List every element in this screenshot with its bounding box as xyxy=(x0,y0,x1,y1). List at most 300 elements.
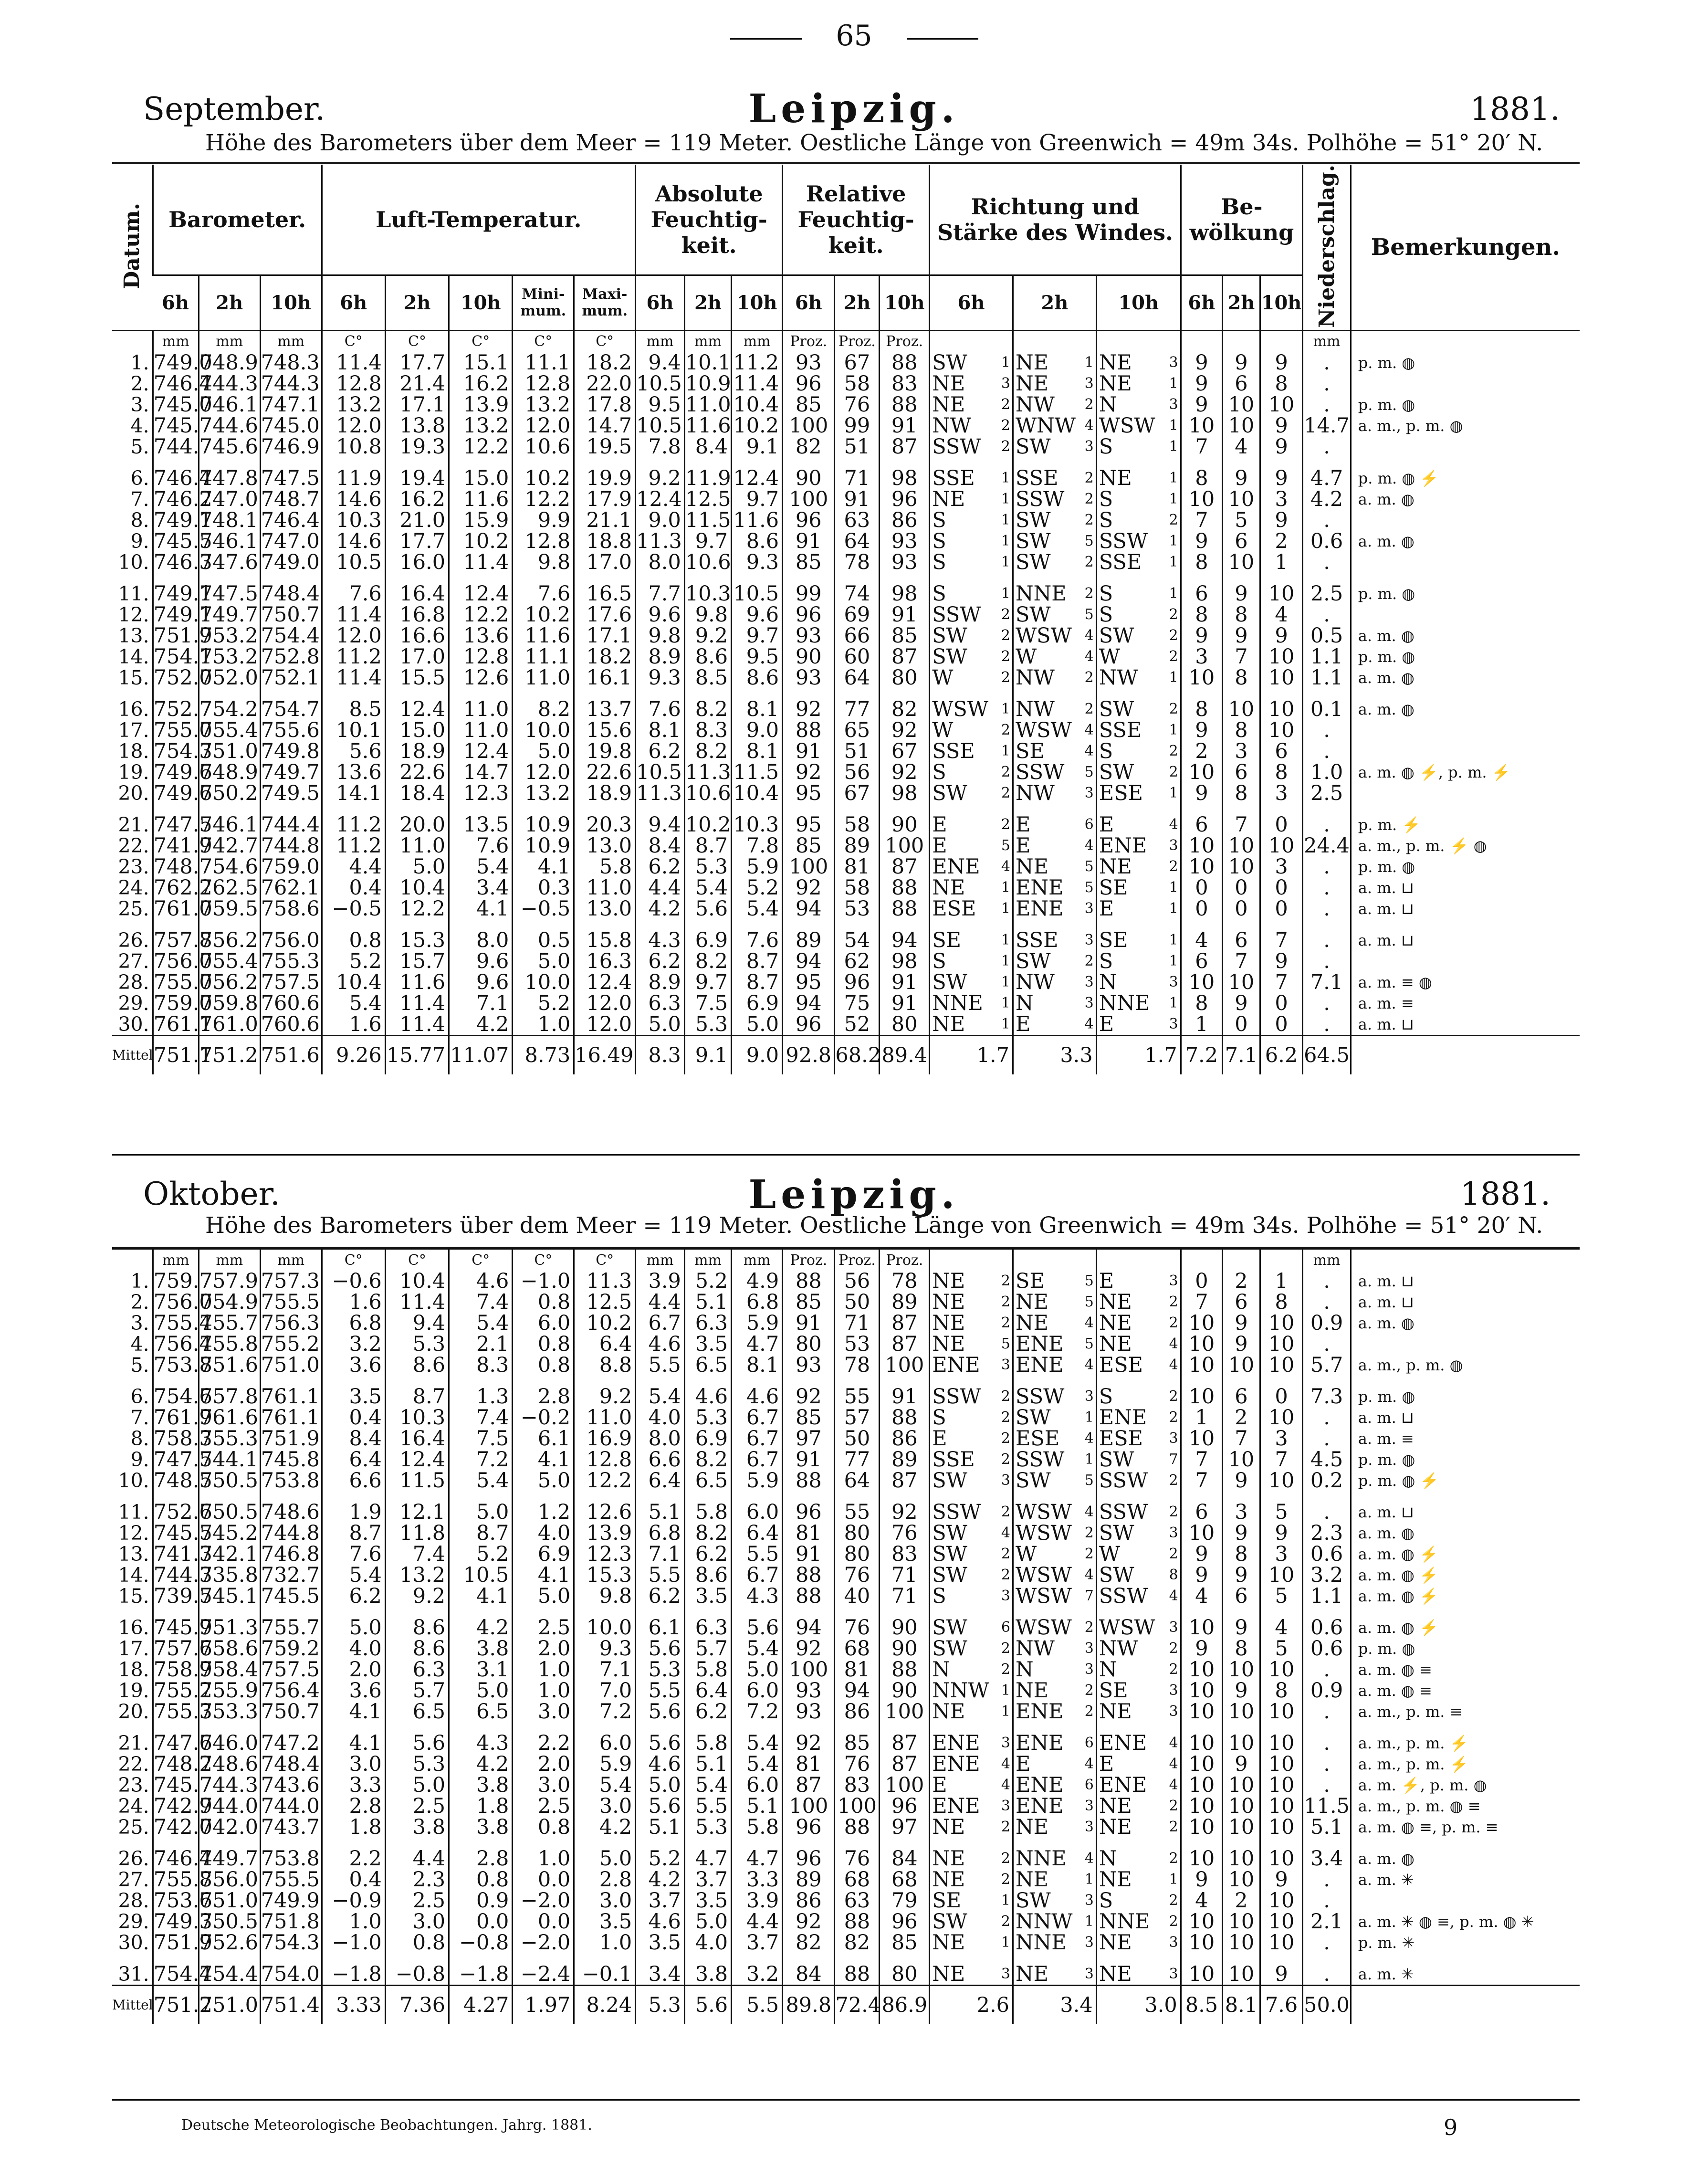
value-cell: 14.7 xyxy=(449,762,513,783)
wind-direction: E xyxy=(1015,833,1031,858)
value-cell: 755.0 xyxy=(153,970,212,994)
value-cell: 748.2 xyxy=(153,1752,212,1776)
value-cell: 8.8 xyxy=(574,1355,636,1376)
value-cell: 100 xyxy=(880,1355,930,1376)
wind-cell xyxy=(1013,415,1096,436)
value-cell: 86 xyxy=(783,1890,835,1911)
wind-strength: 3 xyxy=(1001,1735,1011,1751)
wind-direction: SW xyxy=(1015,550,1051,574)
remark-cell: a. m. ◍ xyxy=(1351,699,1580,720)
value-cell: 749.7 xyxy=(199,604,260,625)
value-cell: 13.6 xyxy=(449,625,513,646)
table-row xyxy=(112,1407,1580,1428)
value-cell: 744.8 xyxy=(260,1523,322,1544)
value-cell: 91 xyxy=(880,415,930,436)
value-cell: 85 xyxy=(835,1733,880,1754)
value-cell: 5.3 xyxy=(385,1754,449,1775)
wind-cell xyxy=(1096,552,1181,573)
value-cell: 5.6 xyxy=(636,1638,685,1659)
remark-cell: a. m., p. m. ⚡ xyxy=(1351,1754,1580,1775)
value-cell: 9.4 xyxy=(385,1313,449,1334)
wind-direction: NE xyxy=(932,875,965,900)
unit-cell xyxy=(930,1249,1013,1271)
value-cell: 82 xyxy=(835,1932,880,1953)
wind-strength: 2 xyxy=(1084,1682,1094,1699)
value-cell: 11.8 xyxy=(385,1523,449,1544)
value-cell: 7.3 xyxy=(1303,1386,1351,1407)
wind-direction: N xyxy=(1016,1658,1034,1682)
value-cell: 11.0 xyxy=(449,720,513,741)
unit-cell: mm xyxy=(153,1249,199,1271)
wind-direction: SSW xyxy=(1099,529,1148,553)
wind-strength: 1 xyxy=(1169,532,1178,549)
value-cell: 54 xyxy=(835,930,880,951)
remark-cell: a. m., p. m. ⚡ ◍ xyxy=(1351,835,1580,856)
day-cell: 11. xyxy=(118,1501,149,1524)
gap-cell xyxy=(112,1491,153,1502)
mittel-value: 5.6 xyxy=(684,1986,731,2025)
value-cell: 5.8 xyxy=(684,1733,731,1754)
value-cell: 91 xyxy=(880,993,930,1014)
header-wind-2h: 2h xyxy=(1013,275,1096,330)
month-title-september: September. xyxy=(143,91,325,127)
wind-direction: ENE xyxy=(932,1353,980,1377)
value-cell: 6.7 xyxy=(636,1313,685,1334)
wind-strength: 2 xyxy=(1084,511,1094,528)
unit-cell: mm xyxy=(684,1249,731,1271)
value-cell: 749.7 xyxy=(199,1848,260,1869)
value-cell: 7.4 xyxy=(449,1292,513,1313)
value-cell: 3.6 xyxy=(322,1355,385,1376)
wind-cell xyxy=(1013,1617,1097,1638)
value-cell: 76 xyxy=(835,1617,880,1638)
value-cell: 9.7 xyxy=(684,972,731,993)
value-cell: 12.3 xyxy=(449,783,513,804)
gap-cell xyxy=(1351,1722,1580,1733)
day-cell: 29. xyxy=(118,991,149,1015)
wind-strength: 4 xyxy=(1084,742,1094,759)
value-cell: 759.5 xyxy=(199,898,260,919)
unit-cell: mm xyxy=(1303,1249,1351,1271)
value-cell: 3.8 xyxy=(449,1775,513,1796)
value-cell: 17.6 xyxy=(574,604,636,625)
wind-direction: WSW xyxy=(1099,1616,1155,1640)
value-cell: 19.3 xyxy=(385,436,449,457)
value-cell: 100 xyxy=(783,856,835,877)
value-cell: 9.4 xyxy=(636,814,685,835)
gap-cell xyxy=(112,573,153,583)
value-cell: 98 xyxy=(880,783,930,804)
table-row xyxy=(112,1890,1580,1911)
value-cell: 19.8 xyxy=(574,741,636,762)
value-cell: 98 xyxy=(880,468,930,489)
value-cell: 4.7 xyxy=(684,1848,731,1869)
value-cell: 6.2 xyxy=(636,856,685,877)
value-cell: 10.4 xyxy=(732,783,783,804)
value-cell: 742.9 xyxy=(153,1794,212,1818)
wind-strength: 1 xyxy=(1169,469,1178,486)
value-cell: 5.4 xyxy=(449,856,513,877)
wind-cell xyxy=(930,415,1013,436)
value-cell: 4.7 xyxy=(1303,468,1351,489)
wind-direction: SSW xyxy=(1015,487,1065,511)
wind-cell xyxy=(930,352,1013,373)
unit-cell: C° xyxy=(513,330,574,352)
value-cell: 95 xyxy=(783,783,835,804)
value-cell: 9 xyxy=(1223,352,1260,373)
value-cell: 56 xyxy=(835,762,880,783)
value-cell: 8.6 xyxy=(732,667,783,688)
wind-direction: S xyxy=(1099,1889,1113,1913)
value-cell: 1 xyxy=(1260,552,1303,573)
value-cell: 755.4 xyxy=(199,951,260,972)
remark-cell xyxy=(1351,510,1580,531)
wind-strength: 5 xyxy=(1084,1336,1094,1352)
wind-direction: WSW xyxy=(1016,1500,1072,1524)
day-cell: 15. xyxy=(118,666,149,689)
value-cell: 88 xyxy=(783,720,835,741)
value-cell: 3.5 xyxy=(574,1911,636,1932)
value-cell: 10 xyxy=(1181,1523,1222,1544)
value-cell: 10.2 xyxy=(449,531,513,552)
header-abs-2h: 2h xyxy=(684,275,731,330)
remark-cell xyxy=(1351,1890,1580,1911)
wind-strength: 2 xyxy=(1001,438,1010,455)
wind-cell xyxy=(930,783,1013,804)
value-cell: 9.2 xyxy=(636,468,685,489)
wind-direction: SSW xyxy=(1016,1385,1065,1409)
remark-cell: a. m. ◍ xyxy=(1351,1313,1580,1334)
value-cell: 12.2 xyxy=(574,1470,636,1491)
remark-cell: p. m. ◍ xyxy=(1351,646,1580,667)
value-cell: 8.9 xyxy=(636,646,685,667)
wind-strength: 3 xyxy=(1084,1819,1094,1835)
wind-cell xyxy=(930,625,1013,646)
wind-direction: S xyxy=(1099,602,1113,627)
value-cell: 4.0 xyxy=(636,1407,685,1428)
value-cell: 3 xyxy=(1181,646,1222,667)
header-datum: Datum. xyxy=(120,203,145,290)
wind-cell xyxy=(930,1775,1013,1796)
wind-strength: 2 xyxy=(1001,606,1010,623)
value-cell: 3.0 xyxy=(322,1754,385,1775)
wind-strength: 5 xyxy=(1084,763,1094,780)
value-cell: 748.6 xyxy=(199,1754,260,1775)
wind-direction: WSW xyxy=(932,697,989,721)
value-cell: 10 xyxy=(1181,1964,1222,1986)
value-cell: 749.0 xyxy=(260,552,322,573)
wind-direction: NE xyxy=(932,1332,965,1356)
value-cell: 12.4 xyxy=(449,583,513,604)
value-cell: 746.4 xyxy=(153,1847,212,1871)
table-row xyxy=(112,783,1580,804)
wind-cell xyxy=(1013,604,1096,625)
wind-direction: S xyxy=(1099,508,1113,532)
table-row xyxy=(112,898,1580,919)
day-cell: 6. xyxy=(130,466,149,490)
wind-cell xyxy=(1013,1334,1097,1355)
wind-cell xyxy=(1013,1890,1097,1911)
value-cell: 3.4 xyxy=(636,1964,685,1986)
wind-direction: S xyxy=(932,760,946,784)
day-cell: 7. xyxy=(130,487,149,511)
value-cell: 3 xyxy=(1260,783,1303,804)
value-cell: 87 xyxy=(880,856,930,877)
value-cell: 9 xyxy=(1223,1334,1260,1355)
unit-cell: C° xyxy=(322,330,385,352)
mittel-value: 16.49 xyxy=(574,1035,636,1074)
table-row xyxy=(112,1271,1580,1292)
value-cell: 88 xyxy=(783,1586,835,1607)
value-cell: . xyxy=(1303,604,1351,625)
value-cell: 9.7 xyxy=(684,531,731,552)
value-cell: 757.9 xyxy=(199,1271,260,1292)
remark-cell xyxy=(1351,552,1580,573)
value-cell: 9 xyxy=(1260,415,1303,436)
wind-strength: 3 xyxy=(1169,1682,1178,1699)
wind-cell xyxy=(1096,1659,1181,1680)
wind-direction: W xyxy=(1099,1542,1120,1566)
table-row xyxy=(112,510,1580,531)
remark-cell: a. m. ✳ xyxy=(1351,1964,1580,1986)
mittel-wind-value: 3.0 xyxy=(1096,1986,1181,2025)
mittel-remark xyxy=(1351,1035,1580,1074)
wind-direction: WSW xyxy=(1016,1521,1072,1545)
value-cell: 10.2 xyxy=(513,468,574,489)
wind-strength: 1 xyxy=(1169,553,1178,570)
value-cell: 10 xyxy=(1181,972,1222,993)
header-baro-6h: 6h xyxy=(153,275,199,330)
value-cell: 748.6 xyxy=(260,1502,322,1523)
value-cell: 11.5 xyxy=(1303,1796,1351,1817)
value-cell: 10 xyxy=(1181,1355,1222,1376)
value-cell: 93 xyxy=(783,1701,835,1722)
value-cell: 744.3 xyxy=(153,1563,212,1587)
value-cell: 746.1 xyxy=(199,394,260,415)
wind-direction: ENE xyxy=(1016,1332,1064,1356)
table-row xyxy=(112,1680,1580,1701)
value-cell: 9.8 xyxy=(636,625,685,646)
value-cell: 5.7 xyxy=(385,1680,449,1701)
value-cell: 93 xyxy=(880,552,930,573)
wind-cell xyxy=(1013,667,1096,688)
wind-cell xyxy=(930,1911,1013,1932)
value-cell: . xyxy=(1303,898,1351,919)
value-cell: 5.7 xyxy=(1303,1355,1351,1376)
value-cell: 749.1 xyxy=(153,602,212,627)
value-cell: 9.5 xyxy=(636,394,685,415)
value-cell: 2.5 xyxy=(385,1796,449,1817)
value-cell: 97 xyxy=(880,1817,930,1838)
value-cell: 4.6 xyxy=(636,1754,685,1775)
wind-strength: 2 xyxy=(1169,700,1178,717)
value-cell: 64 xyxy=(835,531,880,552)
value-cell: 744.4 xyxy=(260,814,322,835)
table-bottom-rule-oktober xyxy=(112,2099,1580,2101)
value-cell: 80 xyxy=(880,1014,930,1036)
table-row xyxy=(112,993,1580,1014)
wind-strength: 2 xyxy=(1001,396,1010,413)
value-cell: 759.2 xyxy=(260,1638,322,1659)
value-cell: 88 xyxy=(880,1659,930,1680)
wind-cell xyxy=(930,877,1013,898)
value-cell: 4.3 xyxy=(449,1733,513,1754)
wind-cell xyxy=(1096,1911,1181,1932)
value-cell: 3.5 xyxy=(322,1386,385,1407)
value-cell: 3.7 xyxy=(732,1932,783,1953)
value-cell: 6.8 xyxy=(636,1523,685,1544)
wind-direction: SW xyxy=(932,1910,967,1934)
value-cell: 12.4 xyxy=(636,489,685,510)
value-cell: 51 xyxy=(835,741,880,762)
unit-cell: C° xyxy=(574,330,636,352)
remark-cell: a. m. ⊔ xyxy=(1351,1502,1580,1523)
gap-cell xyxy=(1351,1838,1580,1848)
wind-direction: NE xyxy=(1016,1679,1049,1703)
value-cell: 10.2 xyxy=(732,415,783,436)
value-cell: 9 xyxy=(1260,352,1303,373)
wind-cell xyxy=(1096,1775,1181,1796)
value-cell: 1.0 xyxy=(513,1014,574,1036)
value-cell: 1 xyxy=(1260,1271,1303,1292)
value-cell: 0.8 xyxy=(513,1817,574,1838)
day-cell: 12. xyxy=(118,1522,149,1545)
wind-strength: 1 xyxy=(1169,417,1178,434)
mittel-value: 9.26 xyxy=(322,1035,385,1074)
value-cell: 11.0 xyxy=(385,835,449,856)
value-cell: 15.3 xyxy=(574,1565,636,1586)
value-cell: 9.3 xyxy=(636,667,685,688)
value-cell: . xyxy=(1303,1701,1351,1722)
value-cell: 8.4 xyxy=(322,1428,385,1449)
value-cell: 748.4 xyxy=(260,1754,322,1775)
wind-cell xyxy=(1013,625,1096,646)
value-cell: . xyxy=(1303,1932,1351,1953)
value-cell: 16.8 xyxy=(385,604,449,625)
header-temp-2h: 2h xyxy=(385,275,449,330)
wind-direction: NNW xyxy=(932,1679,989,1703)
value-cell: 747.6 xyxy=(153,1731,212,1755)
wind-direction: S xyxy=(932,529,946,553)
value-cell: 18.2 xyxy=(574,352,636,373)
gap-cell xyxy=(112,1607,153,1617)
value-cell: 759.7 xyxy=(153,1269,212,1293)
wind-strength: 4 xyxy=(1084,1315,1094,1331)
unit-row xyxy=(112,330,1580,352)
mittel-value: 72.4 xyxy=(835,1986,880,2025)
unit-cell: C° xyxy=(385,330,449,352)
value-cell: 81 xyxy=(835,1659,880,1680)
wind-cell xyxy=(1013,1407,1097,1428)
table-row xyxy=(112,972,1580,993)
value-cell: 0.2 xyxy=(1303,1470,1351,1491)
mittel-value: 8.5 xyxy=(1181,1986,1222,2025)
value-cell: 0.4 xyxy=(322,1407,385,1428)
value-cell: 0.0 xyxy=(513,1911,574,1932)
wind-direction: N xyxy=(1099,970,1117,994)
value-cell: 100 xyxy=(880,835,930,856)
wind-cell xyxy=(930,1292,1013,1313)
value-cell: 4.1 xyxy=(449,1586,513,1607)
value-cell: 747.0 xyxy=(260,531,322,552)
value-cell: 757.8 xyxy=(153,928,212,952)
unit-cell: Proz. xyxy=(880,330,930,352)
value-cell: 12.0 xyxy=(513,762,574,783)
wind-direction: SE xyxy=(1099,875,1128,900)
value-cell: 3.7 xyxy=(636,1890,685,1911)
value-cell: 97 xyxy=(783,1428,835,1449)
wind-strength: 3 xyxy=(1084,973,1094,990)
value-cell: 0.0 xyxy=(449,1911,513,1932)
value-cell: 12.4 xyxy=(732,468,783,489)
value-cell: 16.1 xyxy=(574,667,636,688)
value-cell: 2.1 xyxy=(1303,1911,1351,1932)
value-cell: 5.5 xyxy=(636,1565,685,1586)
value-cell: 748.5 xyxy=(153,1469,212,1493)
value-cell: 10 xyxy=(1181,489,1222,510)
value-cell: 82 xyxy=(783,436,835,457)
unit-cell xyxy=(1096,1249,1181,1271)
wind-cell xyxy=(930,1733,1013,1754)
value-cell: 759.0 xyxy=(260,856,322,877)
wind-direction: NE xyxy=(1099,1815,1132,1839)
value-cell: 2.5 xyxy=(1303,783,1351,804)
remark-cell: a. m. ⊔ xyxy=(1351,877,1580,898)
value-cell: 5.4 xyxy=(449,1470,513,1491)
value-cell: 749.7 xyxy=(260,762,322,783)
value-cell: 10.4 xyxy=(385,877,449,898)
value-cell: 754.3 xyxy=(153,739,212,763)
value-cell: 10 xyxy=(1223,972,1260,993)
value-cell: 11.5 xyxy=(685,508,731,532)
value-cell: 7.6 xyxy=(636,699,685,720)
value-cell: 5.4 xyxy=(574,1775,636,1796)
value-cell: 7.2 xyxy=(732,1701,783,1722)
wind-cell xyxy=(930,1407,1013,1428)
value-cell: 10 xyxy=(1223,699,1260,720)
value-cell: 12.0 xyxy=(322,415,385,436)
value-cell: 92 xyxy=(880,1502,930,1523)
value-cell: 84 xyxy=(880,1848,930,1869)
value-cell: . xyxy=(1303,510,1351,531)
wind-strength: 2 xyxy=(1169,1850,1178,1867)
value-cell: 751.8 xyxy=(260,1911,322,1932)
value-cell: 68 xyxy=(835,1869,880,1890)
value-cell: 4.9 xyxy=(732,1271,783,1292)
unit-cell: Proz. xyxy=(880,1249,930,1271)
value-cell: 10 xyxy=(1260,394,1303,415)
wind-direction: S xyxy=(1099,581,1113,606)
wind-cell xyxy=(1013,1848,1097,1869)
wind-direction: E xyxy=(932,812,947,837)
value-cell: 85 xyxy=(880,1932,930,1953)
value-cell: 7.4 xyxy=(449,1407,513,1428)
value-cell: 8.6 xyxy=(385,1638,449,1659)
value-cell: 0.8 xyxy=(385,1932,449,1953)
wind-strength: 6 xyxy=(1084,1777,1094,1793)
wind-direction: NE xyxy=(1015,371,1048,396)
gap-cell xyxy=(1351,919,1580,930)
day-cell: 18. xyxy=(118,739,149,763)
value-cell: 761.0 xyxy=(153,896,212,921)
table-row xyxy=(112,1544,1580,1565)
value-cell: 67 xyxy=(835,783,880,804)
value-cell: 755.7 xyxy=(199,1313,260,1334)
wind-direction: E xyxy=(1099,812,1114,837)
wind-direction: ENE xyxy=(932,1731,980,1755)
value-cell: . xyxy=(1303,1964,1351,1986)
value-cell: . xyxy=(1303,1271,1351,1292)
